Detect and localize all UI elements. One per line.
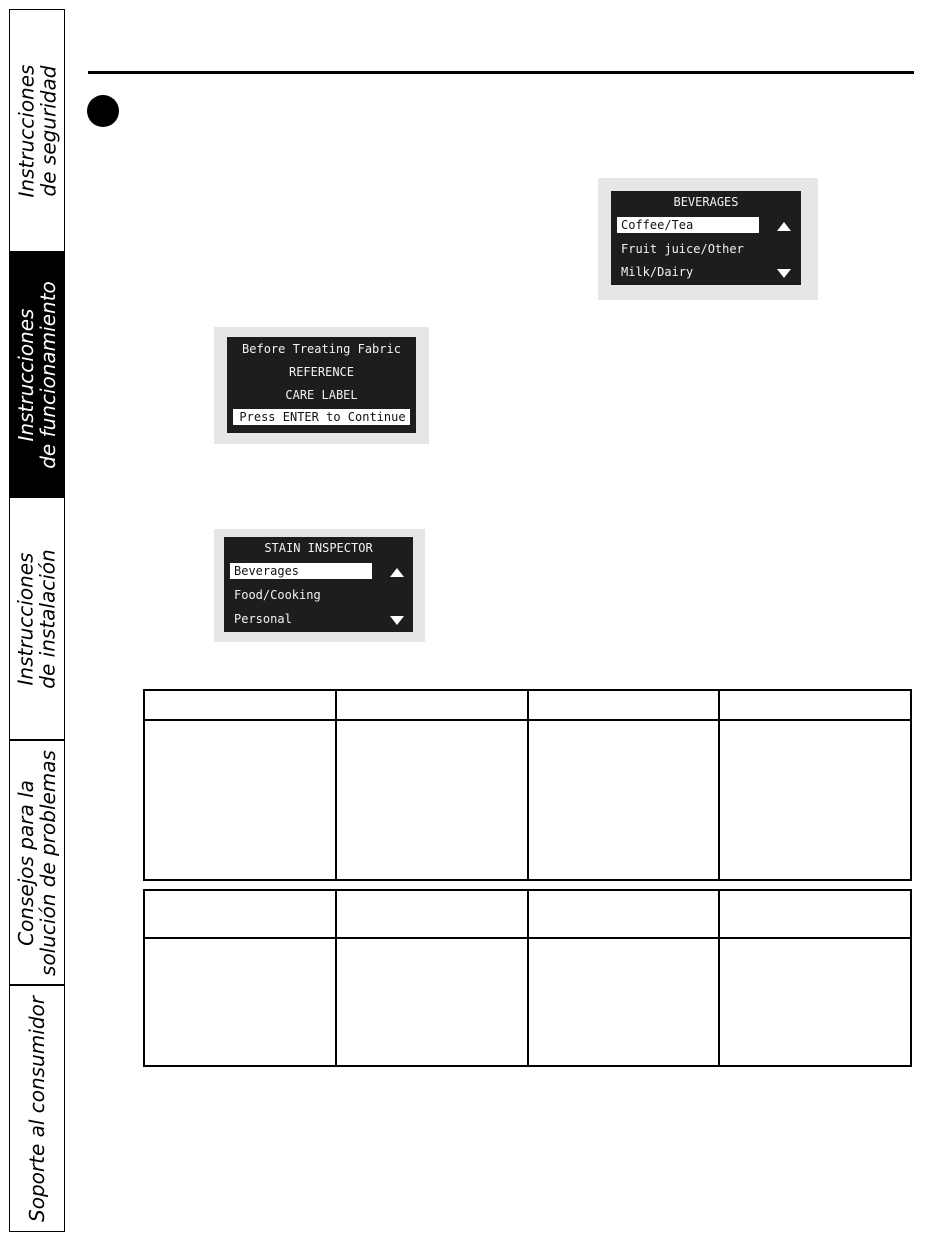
table-cell [719,720,911,880]
stain-inspector-lcd-screen [224,537,413,632]
stain-item[interactable]: Food/Cooking [234,588,321,602]
care-label-lcd-screen [227,337,416,433]
beverages-item-selected[interactable]: Coffee/Tea [617,217,759,233]
care-line-1: Before Treating Fabric [242,342,401,356]
table-row [144,720,911,880]
side-tab-operating[interactable] [9,252,65,497]
scroll-down-icon [777,269,791,278]
side-tab-label: Soporte al consumidor [25,995,49,1222]
stain-item[interactable]: Personal [234,612,292,626]
table-cell [144,890,336,938]
table-cell [144,690,336,720]
table-cell [336,720,528,880]
side-tab-label: Consejos para la solución de problemas [14,749,60,976]
table-cell [336,690,528,720]
table-cell [336,938,528,1066]
side-tab-label: Instrucciones de funcionamiento [14,280,61,469]
care-line-2: REFERENCE [288,365,355,379]
beverages-item[interactable]: Milk/Dairy [621,265,694,279]
table-row [144,938,911,1066]
stain-item-selected[interactable]: Beverages [230,563,372,579]
beverages-display-panel [598,178,818,300]
beverages-title: BEVERAGES [673,195,739,209]
side-tab-installation[interactable] [9,497,65,740]
table-header-row [144,890,911,938]
table-cell [528,690,720,720]
side-tab-safety[interactable] [9,9,65,252]
press-enter-prompt[interactable]: Press ENTER to Continue [233,409,410,425]
side-tab-label: Instrucciones de instalación [14,548,61,689]
beverages-item[interactable]: Fruit juice/Other [621,242,744,256]
scroll-up-icon [777,222,791,231]
table-cell [528,938,720,1066]
side-tab-label: Instrucciones de seguridad [14,64,61,197]
care-line-3: CARE LABEL [285,388,358,402]
table-cell [719,690,911,720]
empty-table-1 [143,689,912,881]
table-cell [719,890,911,938]
table-cell [528,720,720,880]
side-tab-troubleshooting[interactable] [9,740,65,985]
empty-table-2 [143,889,912,1067]
beverages-lcd-screen [611,191,801,285]
table-cell [144,938,336,1066]
scroll-up-icon [390,568,404,577]
table-cell [144,720,336,880]
side-tab-consumer-support[interactable] [9,985,65,1232]
header-rule [88,71,914,74]
scroll-down-icon [390,616,404,625]
table-cell [719,938,911,1066]
stain-inspector-title: STAIN INSPECTOR [264,541,373,555]
table-cell [528,890,720,938]
care-label-display-panel [214,327,429,444]
section-bullet-icon [87,95,119,127]
stain-inspector-display-panel [214,529,425,642]
table-cell [336,890,528,938]
table-header-row [144,690,911,720]
